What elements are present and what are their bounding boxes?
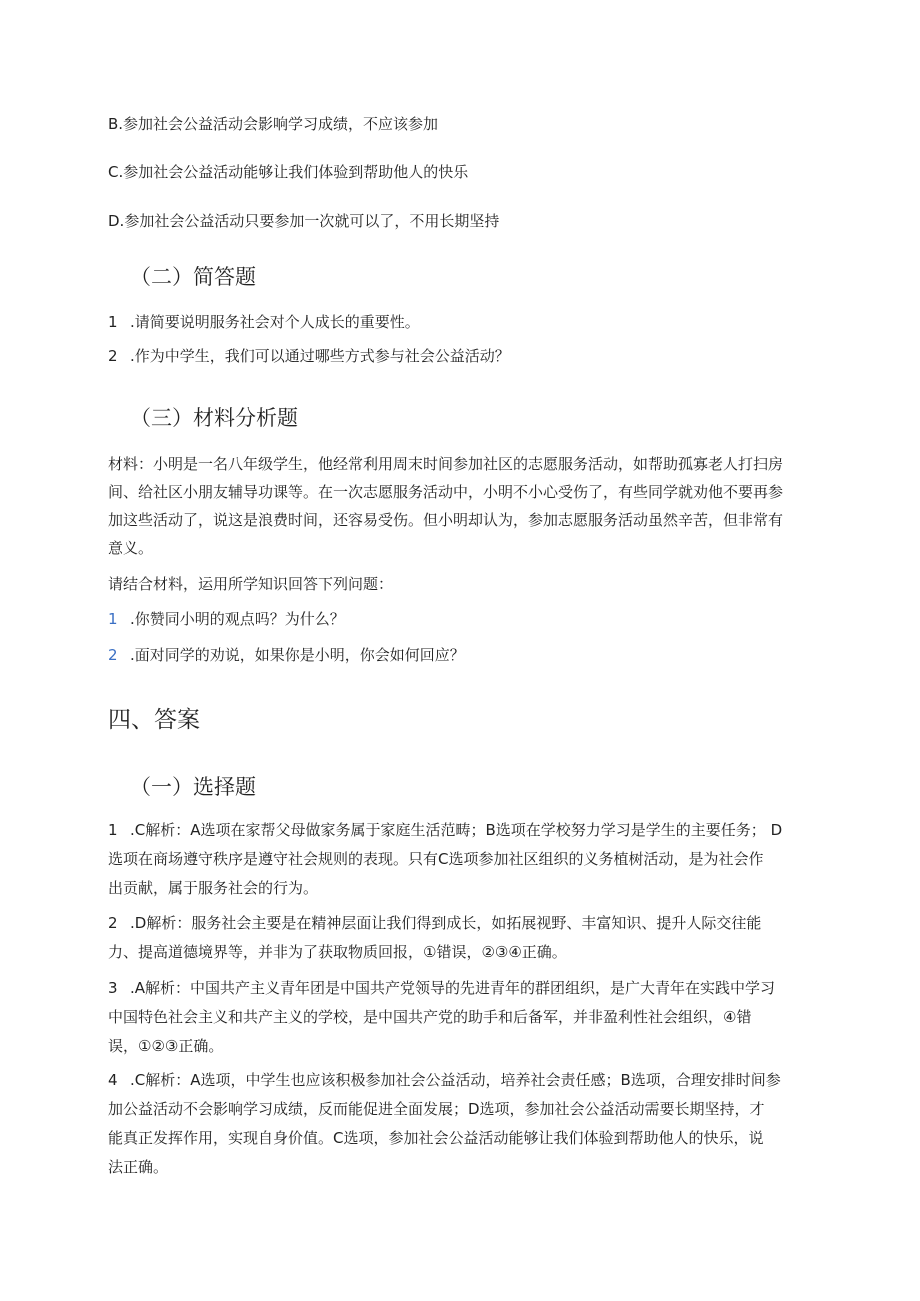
material-paragraph xyxy=(108,450,808,562)
answer-line: 中国特色社会主义和共产主义的学校，是中国共产党的助手和后备军，并非盈利性社会组织，④错 xyxy=(108,1008,752,1026)
option-d: D.参加社会公益活动只要参加一次就可以了，不用长期坚持 xyxy=(108,212,500,230)
answer-line: .C解析：A选项在家帮父母做家务属于家庭生活范畴；B选项在学校努力学习是学生的主要任务； D xyxy=(130,821,783,839)
answer-line: 力、提高道德境界等，并非为了获取物质回报，①错误，②③④正确。 xyxy=(108,943,567,961)
answers-heading: 四、答案 xyxy=(108,707,200,733)
answer-line: 加公益活动不会影响学习成绩，反而能促进全面发展；D选项，参加社会公益活动需要长期坚持，才 xyxy=(108,1100,765,1118)
material-line: 意义。 xyxy=(108,539,154,557)
question-number: 2 xyxy=(108,646,118,664)
short-answer-question-1 xyxy=(108,308,808,336)
material-line: 间、给社区小朋友辅导功课等。在一次志愿服务活动中，小明不小心受伤了，有些同学就劝他不要再参 xyxy=(108,483,784,501)
question-text: .面对同学的劝说，如果你是小明，你会如何回应？ xyxy=(130,646,465,664)
choice-answers-heading: （一）选择题 xyxy=(130,775,256,799)
answer-line: .D解析：服务社会主要是在精神层面让我们得到成长，如拓展视野、丰富知识、提升人际交往能 xyxy=(130,914,762,932)
short-answer-heading: （二）简答题 xyxy=(130,265,256,289)
material-analysis-heading: （三）材料分析题 xyxy=(130,406,298,430)
answer-item-1 xyxy=(108,816,818,903)
answer-number: 1 xyxy=(108,821,118,839)
question-number: 2 xyxy=(108,347,118,365)
material-question-1 xyxy=(108,605,808,633)
answer-number: 2 xyxy=(108,914,118,932)
answer-number: 3 xyxy=(108,979,118,997)
material-line: 加这些活动了，说这是浪费时间，还容易受伤。但小明却认为，参加志愿服务活动虽然辛苦，但非常有 xyxy=(108,511,784,529)
answer-line: 选项在商场遵守秩序是遵守社会规则的表现。只有C选项参加社区组织的义务植树活动，是为社会作 xyxy=(108,850,764,868)
answer-line: 能真正发挥作用，实现自身价值。C选项，参加社会公益活动能够让我们体验到帮助他人的快乐，说 xyxy=(108,1129,764,1147)
material-prompt: 请结合材料，运用所学知识回答下列问题： xyxy=(108,575,394,593)
answer-item-2 xyxy=(108,909,818,967)
question-text: .你赞同小明的观点吗？为什么？ xyxy=(130,610,345,628)
answer-line: 出贡献，属于服务社会的行为。 xyxy=(108,879,319,897)
question-number: 1 xyxy=(108,313,118,331)
option-b: B.参加社会公益活动会影响学习成绩，不应该参加 xyxy=(108,115,439,133)
answer-item-4 xyxy=(108,1066,818,1182)
answer-line: 误，①②③正确。 xyxy=(108,1037,224,1055)
answer-line: .C解析：A选项，中学生也应该积极参加社会公益活动，培养社会责任感；B选项，合理安排时间参 xyxy=(130,1071,781,1089)
question-number: 1 xyxy=(108,610,118,628)
answer-line: .A解析：中国共产主义青年团是中国共产党领导的先进青年的群团组织，是广大青年在实践中学习 xyxy=(130,979,776,997)
answer-line: 法正确。 xyxy=(108,1158,169,1176)
question-text: .请简要说明服务社会对个人成长的重要性。 xyxy=(130,313,420,331)
material-question-2 xyxy=(108,641,808,669)
question-text: .作为中学生，我们可以通过哪些方式参与社会公益活动？ xyxy=(130,347,510,365)
short-answer-question-2 xyxy=(108,342,808,370)
answer-number: 4 xyxy=(108,1071,118,1089)
answer-item-3 xyxy=(108,974,818,1061)
material-line: 材料：小明是一名八年级学生，他经常利用周末时间参加社区的志愿服务活动，如帮助孤寡老人打扫房 xyxy=(108,455,784,473)
option-c: C.参加社会公益活动能够让我们体验到帮助他人的快乐 xyxy=(108,163,469,181)
